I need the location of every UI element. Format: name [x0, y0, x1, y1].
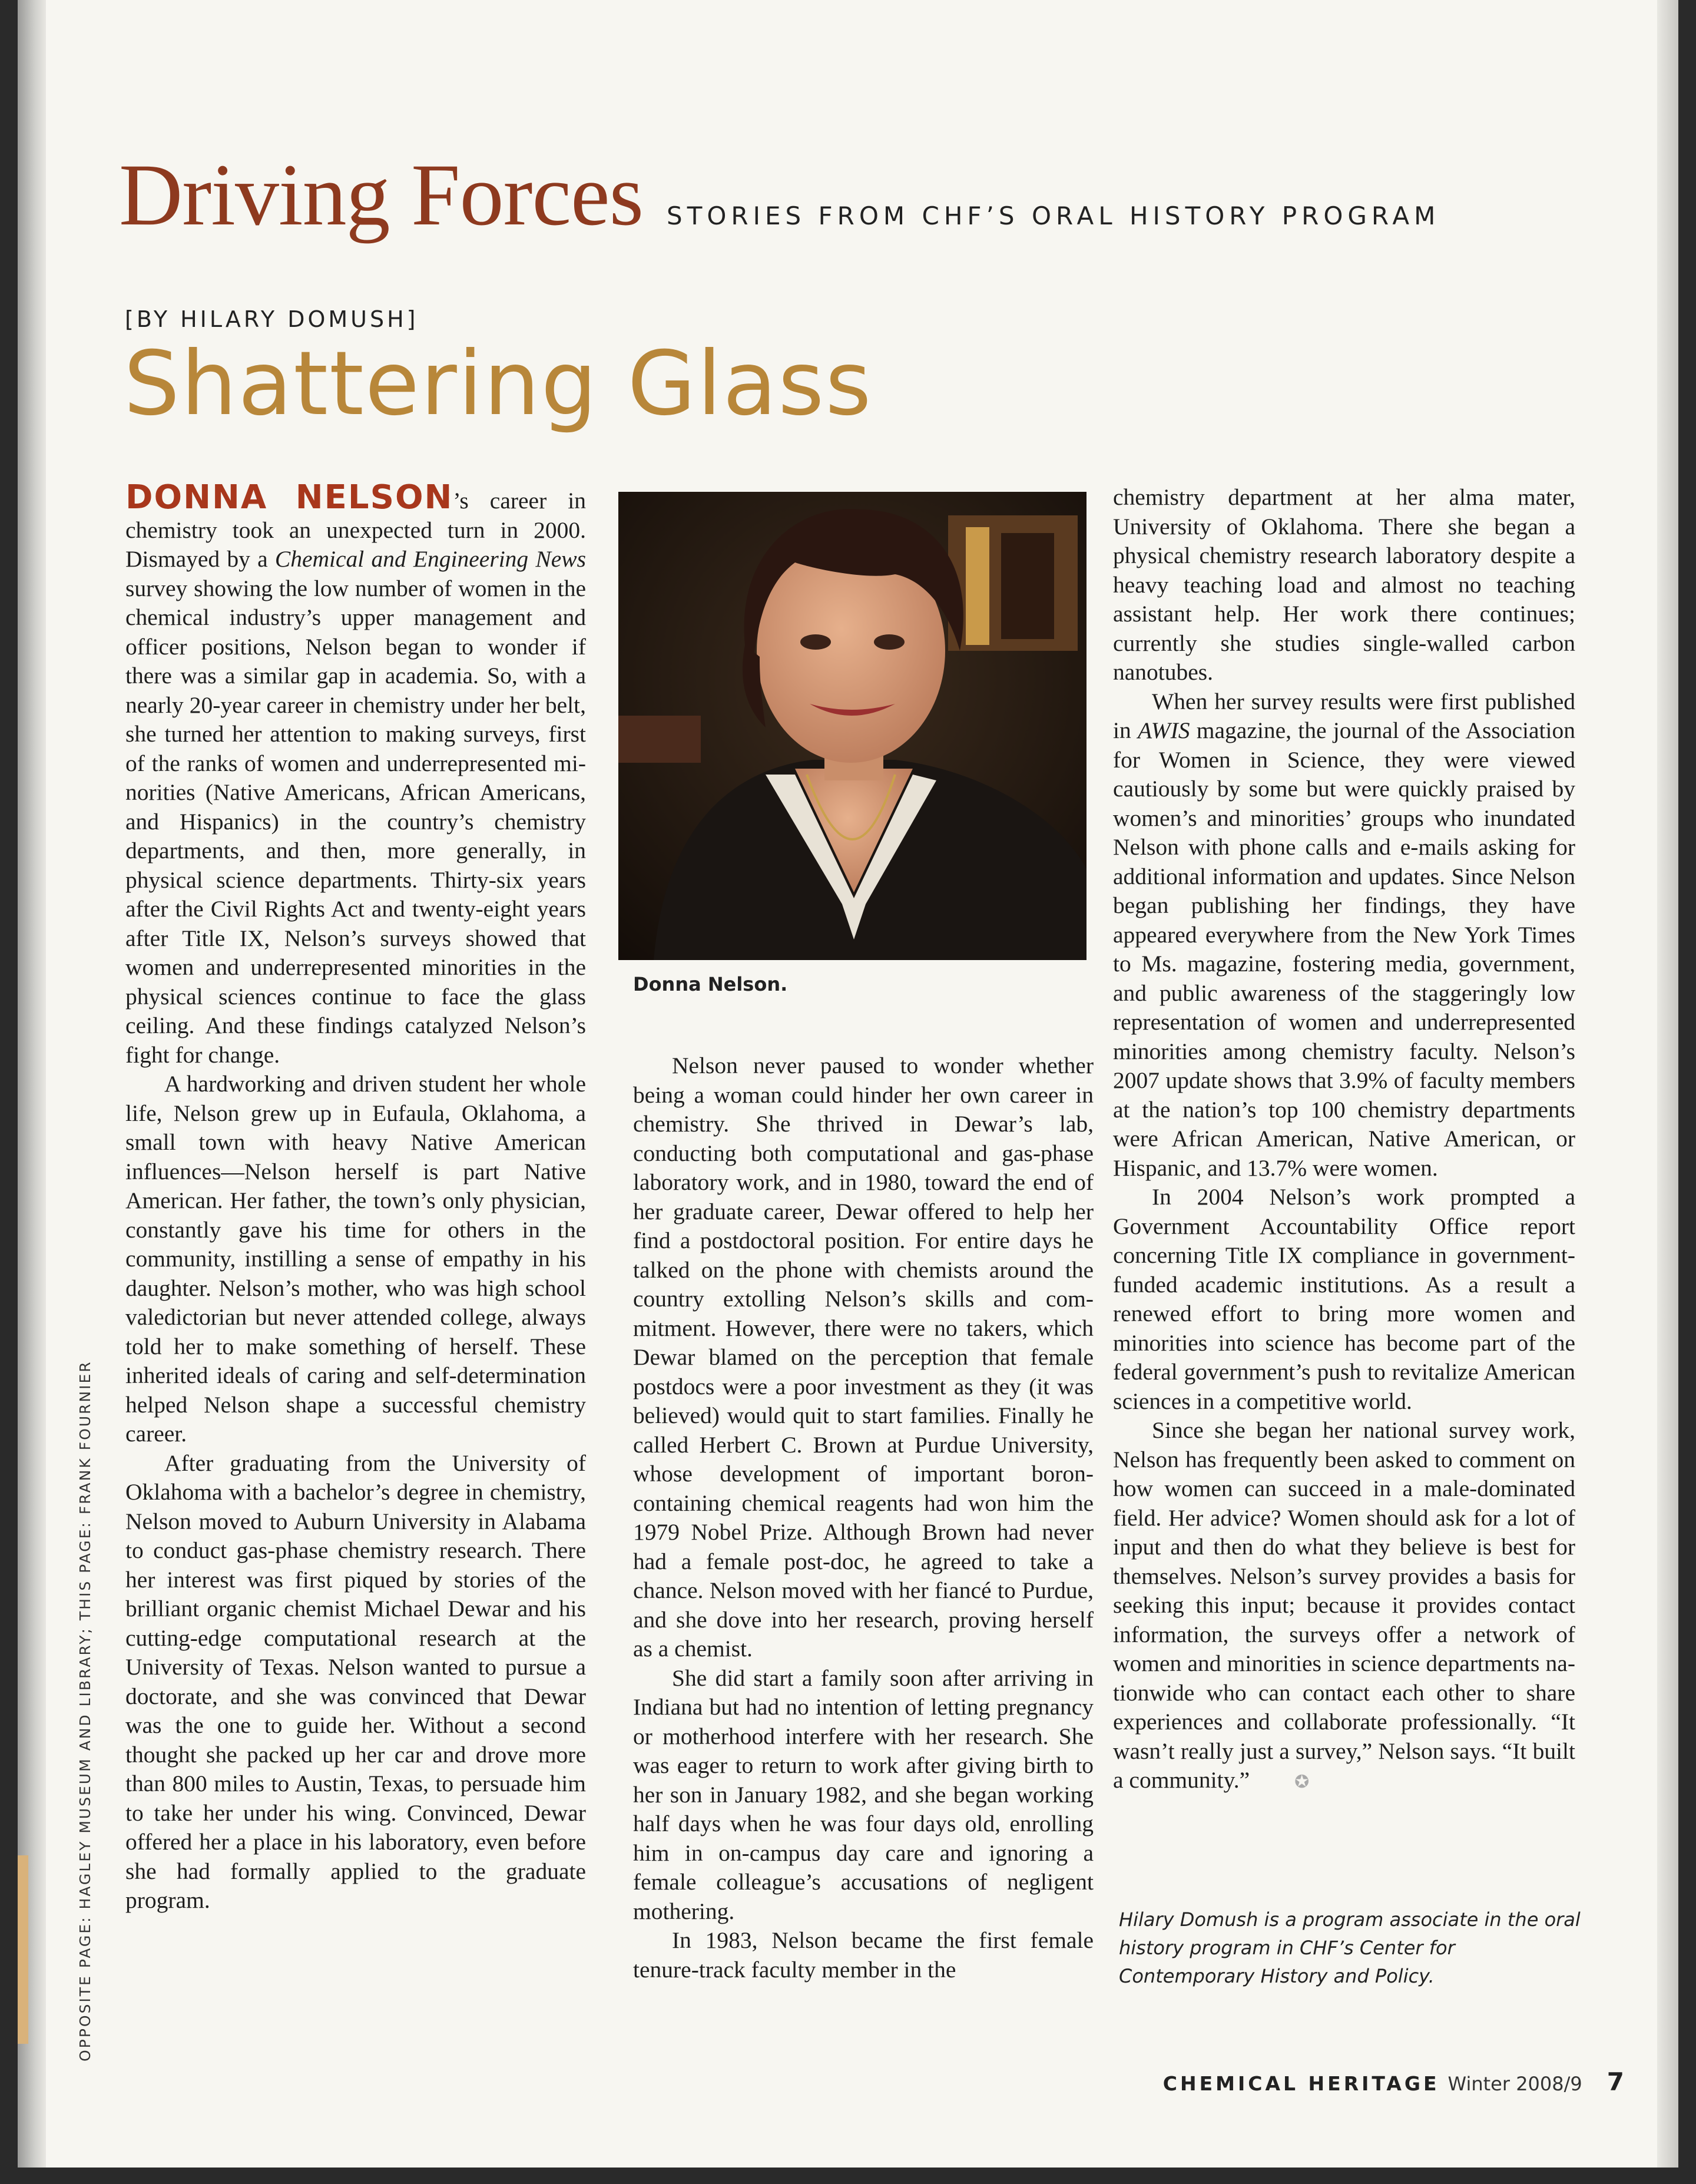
photo-caption: Donna Nelson. — [633, 973, 788, 995]
page-number: 7 — [1606, 2067, 1624, 2096]
photo-credit: OPPOSITE PAGE: HAGLEY MUSEUM AND LIBRARY; THIS PAGE: FRANK FOURNIER — [77, 1360, 94, 2061]
lead-name: DONNA NELSON — [125, 478, 453, 517]
paragraph: Since she began her national survey work, Nelson has frequently been asked to comment on how women can succeed in a male-dominated field. Her advice? Women should ask for a lot of input and then do what they believe is best for themselves. Nelson’s survey provides a basis for seeking this input; because it provides contact information, the surveys offer a network of women and minorities in science departments nationwide who can contact each other to share experiences and collaborate professionally. “It wasn’t really just a survey,” Nelson says. “It built a community.” ✪ — [1113, 1416, 1575, 1797]
paragraph: chemistry department at her alma mater, University of Oklahoma. There she began a physical chemistry research laboratory despite a heavy teaching load and almost no teaching assistant help. Her work there continues; currently she studies single-walled carbon nanotubes. — [1113, 484, 1575, 685]
paragraph: When her survey results were first published in AWIS magazine, the journal of the Association for Women in Science, they were viewed cautiously by some but were quickly praised by women’s and minorities’ groups who inundated Nelson with phone calls and e-mails asking for additional information and updates. Since Nelson began publishing her findings, they have appeared everywhere from the New York Times to Ms. magazine, fostering media, government, and public awareness of the staggeringly low representation of women and underrepresented minorities among chemistry faculty. Nelson’s 2007 update shows that 3.9% of faculty members at the nation’s top 100 chemistry departments were African American, Native American, or Hispanic, and 13.7% were women. — [1113, 688, 1575, 1181]
paragraph: A hardworking and driven student her whole life, Nelson grew up in Eufaula, Oklahoma, a small town with heavy Native American influences—Nelson herself is part Native American. Her father, the town’s only physician, constantly gave his time for others in the community, instilling a sense of empathy in his daughter. Nelson’s mother, who was high school valedictorian but never attended college, always told her to make something of herself. These inherited ideals of caring and self-determination helped Nelson shape a successful chemistry career. — [125, 1071, 586, 1447]
page-binding-edge — [1657, 0, 1678, 2168]
series-header — [119, 144, 1440, 246]
paragraph: She did start a family soon after arriving in Indiana but had no intention of letting pregnancy or motherhood interfere with her research. She was eager to return to work after giving birth to her son in January 1982, and she began working half days when he was four days old, enrolling him in on-campus day care and ignoring a female colleague’s accusations of negligent mothering. — [633, 1665, 1094, 1924]
paragraph: After graduating from the University of Oklahoma with a bachelor’s degree in chemistry, Nelson moved to Auburn University in Alabama to conduct gas-phase chemistry research. There her interest was first piqued by stories of the brilliant organic chemist Michael Dewar and his cutting-edge computational research at the University of Texas. Nelson wanted to pursue a doctorate, and she was convinced that Dewar was the one to guide her. Without a second thought she packed up her car and drove more than 800 miles to Austin, Texas, to persuade him to take her under his wing. Convinced, Dewar offered her a place in his laboratory, even before she had formally applied to the graduate program. — [125, 1450, 586, 1913]
article-headline: Shattering Glass — [124, 333, 873, 435]
article-column-2 — [633, 1051, 1094, 1984]
paragraph: DONNA NELSON’s career in chemistry took an unexpected turn in 2000. Dismayed by a Chemical and Engineering News survey showing the low number of women in the chemical industry’s upper management and officer positions, Nelson began to wonder if there was a similar gap in academia. So, with a nearly 20-year career in chemistry under her belt, she turned her attention to making surveys, first of the ranks of women and underrepresented minorities (Native Americans, African Americans, and Hispanics) in the country’s chemistry departments, and then, more generally, in physical science departments. Thirty-six years after the Civil Rights Act and twenty-eight years after Title IX, Nelson’s surveys showed that women and underrepresented minorities in the physical sciences continue to face the glass ceiling. And these findings catalyzed Nelson’s fight for change. — [125, 478, 586, 1068]
article-column-1 — [125, 478, 586, 1915]
issue-date: Winter 2008/9 — [1447, 2073, 1582, 2095]
article-column-3 — [1113, 483, 1575, 1797]
portrait-photo — [618, 492, 1086, 960]
paragraph: In 1983, Nelson became the first female tenure-track faculty member in the — [633, 1927, 1094, 1983]
series-subtitle: STORIES FROM CHF’S ORAL HISTORY PROGRAM — [667, 201, 1440, 230]
paragraph: In 2004 Nelson’s work prompted a Government Accountability Office report concerning Title IX compliance in government-funded academic institutions. As a result a renewed effort to bring more women and minorities into science has become part of the federal government’s push to revitalize American sciences in a competitive world. — [1113, 1184, 1575, 1414]
magazine-name: CHEMICAL HERITAGE — [1162, 2072, 1440, 2095]
author-bio: Hilary Domush is a program associate in the oral history program in CHF’s Center for Contemporary History and Policy. — [1119, 1908, 1581, 1987]
byline: [BY HILARY DOMUSH] — [125, 306, 419, 332]
opposite-page-edge — [18, 0, 46, 2168]
paragraph: Nelson never paused to wonder whether being a woman could hinder her own career in chemistry. She thrived in Dewar’s lab, conducting both computational and gas-phase laboratory work, and in 1980, toward the end of her graduate career, Dewar offered to help her find a postdoctoral position. For entire days he talked on the phone with chemists around the country extolling Nelson’s skills and commitment. However, there were no takers, which Dewar blamed on the perception that female postdocs were a poor investment as they (it was believed) would quit to start families. Finally he called Herbert C. Brown at Purdue University, whose development of important boron-containing chemical reagents had won him the 1979 Nobel Prize. Although Brown had never had a female post-doc, he agreed to take a chance. Nelson moved with her fiancé to Purdue, and she dove into her research, proving herself as a chemist. — [633, 1053, 1094, 1662]
gold-edge-tab — [18, 1855, 28, 2044]
magazine-page — [18, 0, 1678, 2168]
series-title: Driving Forces — [119, 146, 644, 244]
end-of-article-icon: ✪ — [1294, 1772, 1310, 1792]
photo-credit-wrap — [77, 1360, 112, 2067]
page-footer — [1163, 2067, 1624, 2096]
